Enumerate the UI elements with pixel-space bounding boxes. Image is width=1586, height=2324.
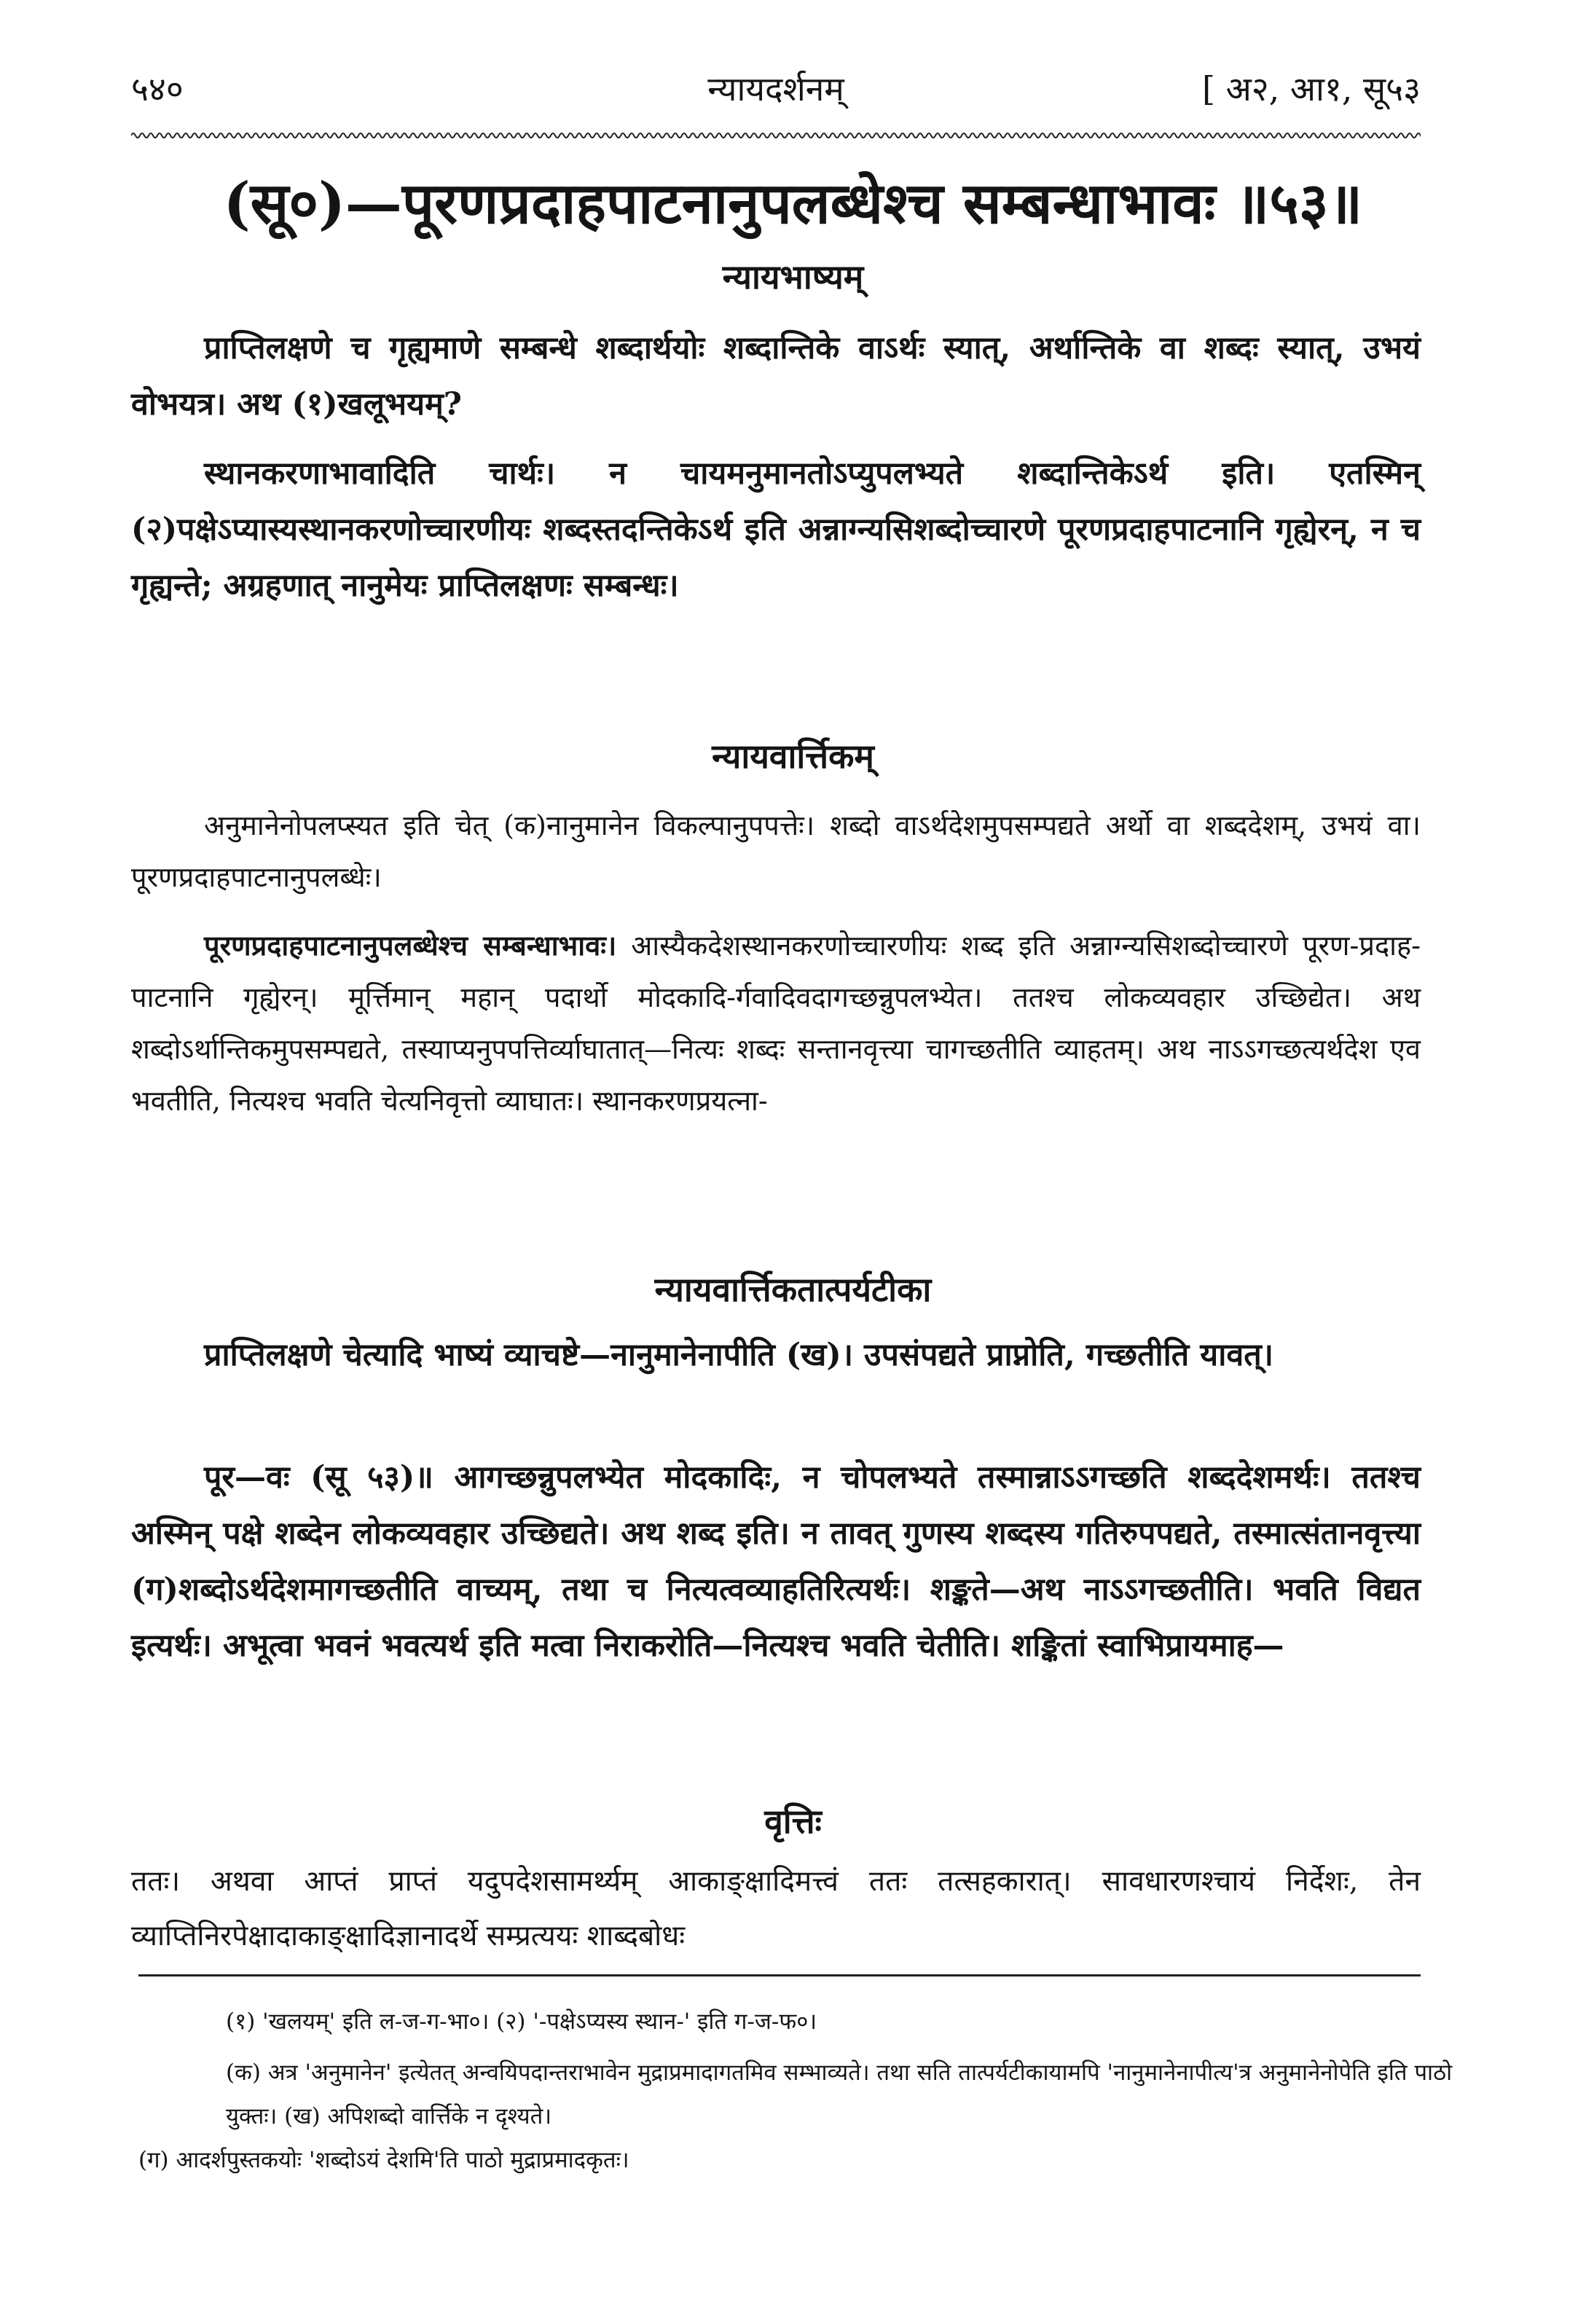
header-wavy-rule	[131, 130, 1421, 141]
vartika-paragraph-1: अनुमानेनोपलप्स्यत इति चेत् (क)नानुमानेन विकल्पानुपपत्तेः। शब्दो वाऽर्थदेशमुपसम्पद्यते अर्थो वा शब्ददेशम्, उभयं वा। पूरणप्रदाहपाटनानुपलब्धेः।	[131, 809, 1421, 893]
vartika-paragraph-2-body: आस्यैकदेशस्थानकरणोच्चारणीयः शब्द इति अन्नाग्न्यसिशब्दोच्चारणे पूरण-प्रदाह-पाटनानि गृह्येरन्। मूर्त्तिमान् महान् पदार्थो मोदकादि-र्गवादिवदागच्छन्नुपलभ्येत। ततश्च लोकव्यवहार उच्छिद्येत। अथ शब्दोऽर्थान्तिकमुपसम्पद्यते, तस्याप्यनुपपत्तिर्व्याघातात्—नित्यः शब्दः सन्तानवृत्त्या चागच्छतीति व्याहतम्। अथ नाऽऽगच्छत्यर्थदेश एव भवतीति, नित्यश्च भवति चेत्यनिवृत्तो व्याघातः। स्थानकरणप्रयत्ना-	[131, 930, 1421, 1117]
footnote-1-2: (१) 'खलयम्' इति ल-ज-ग-भा०। (२) '-पक्षेऽप्यस्य स्थान-' इति ग-ज-फ०।	[226, 2009, 817, 2035]
bhashya-paragraph-1: प्राप्तिलक्षणे च गृह्यमाणे सम्बन्धे शब्दार्थयोः शब्दान्तिके वाऽर्थः स्यात्, अर्थान्तिके वा शब्दः स्यात्, उभयं वोभयत्र। अथ (१)खलूभयम्?	[131, 330, 1421, 423]
vritti-heading: वृत्तिः	[764, 1802, 822, 1841]
vartika-paragraph-2	[131, 919, 1421, 1127]
vritti-paragraph-1: ततः। अथवा आप्तं प्राप्तं यदुपदेशसामर्थ्यम् आकाङ्क्षादिमत्त्वं ततः तत्सहकारात्। सावधारणश्चायं निर्देशः, तेन व्याप्तिनिरपेक्षादाकाङ्क्षादिज्ञानादर्थे सम्प्रत्ययः शाब्दबोधः	[131, 1865, 1421, 1952]
tika-paragraph-1: प्राप्तिलक्षणे चेत्यादि भाष्यं व्याचष्टे—नानुमानेनापीति (ख)। उपसंपद्यते प्राप्नोति, गच्छतीति यावत्।	[204, 1337, 1274, 1373]
tika-paragraph-2: पूर—वः (सू ५३)॥ आगच्छन्नुपलभ्येत मोदकादिः, न चोपलभ्यते तस्मान्नाऽऽगच्छति शब्ददेशमर्थः। ततश्च अस्मिन् पक्षे शब्देन लोकव्यवहार उच्छिद्यते। अथ शब्द इति। न तावत् गुणस्य शब्दस्य गतिरुपपद्यते, तस्मात्संतानवृत्त्या (ग)शब्दोऽर्थदेशमागच्छतीति वाच्यम्, तथा च नित्यत्वव्याहतिरित्यर्थः। शङ्कते—अथ नाऽऽगच्छतीति। भवति विद्यत इत्यर्थः। अभूत्वा भवनं भवत्यर्थ इति मत्वा निराकरोति—नित्यश्च भवति चेतीति। शङ्कितां स्वाभिप्रायमाह—	[131, 1459, 1421, 1664]
vartika-sutra-lead: पूरणप्रदाहपाटनानुपलब्धेश्च सम्बन्धाभावः।	[204, 929, 617, 962]
footnote-ga: (ग) आदर्शपुस्तकयोः 'शब्दोऽयं देशमि'ति पाठो मुद्राप्रमादकृतः।	[138, 2147, 629, 2173]
bhashya-heading: न्यायभाष्यम्	[722, 257, 864, 297]
tika-heading: न्यायवार्त्तिकतात्पर्यटीका	[654, 1270, 932, 1309]
footnote-separator	[138, 1974, 1421, 1976]
vartika-heading: न्यायवार्त्तिकम्	[712, 737, 874, 776]
page-number: ५४०	[131, 69, 184, 109]
footnote-ka: (क) अत्र 'अनुमानेन' इत्येतत् अन्वयिपदान्तराभावेन मुद्राप्रमादागतमिव सम्भाव्यते। तथा सति तात्पर्यटीकायामपि 'नानुमानेनापीत्य'त्र अनुमानेनोपेति इति पाठो युक्तः। (ख) अपिशब्दो वार्त्तिके न दृश्यते।	[226, 2060, 1453, 2129]
sutra-heading: (सू०)—पूरणप्रदाहपाटनानुपलब्धेश्च सम्बन्धाभावः ॥५३॥	[223, 170, 1363, 237]
bhashya-paragraph-2: स्थानकरणाभावादिति चार्थः। न चायमनुमानतोऽप्युपलभ्यते शब्दान्तिकेऽर्थ इति। एतस्मिन् (२)पक्षेऽप्यास्यस्थानकरणोच्चारणीयः शब्दस्तदन्तिकेऽर्थ इति अन्नाग्न्यसिशब्दोच्चारणे पूरणप्रदाहपाटनानि गृह्येरन्, न च गृह्यन्ते; अग्रहणात् नानुमेयः प्राप्तिलक्षणः सम्बन्धः।	[131, 455, 1421, 604]
chapter-reference: [ अ२, आ१, सू५३	[1202, 69, 1421, 109]
running-header	[131, 67, 1421, 125]
running-title: न्यायदर्शनम्	[707, 69, 844, 109]
